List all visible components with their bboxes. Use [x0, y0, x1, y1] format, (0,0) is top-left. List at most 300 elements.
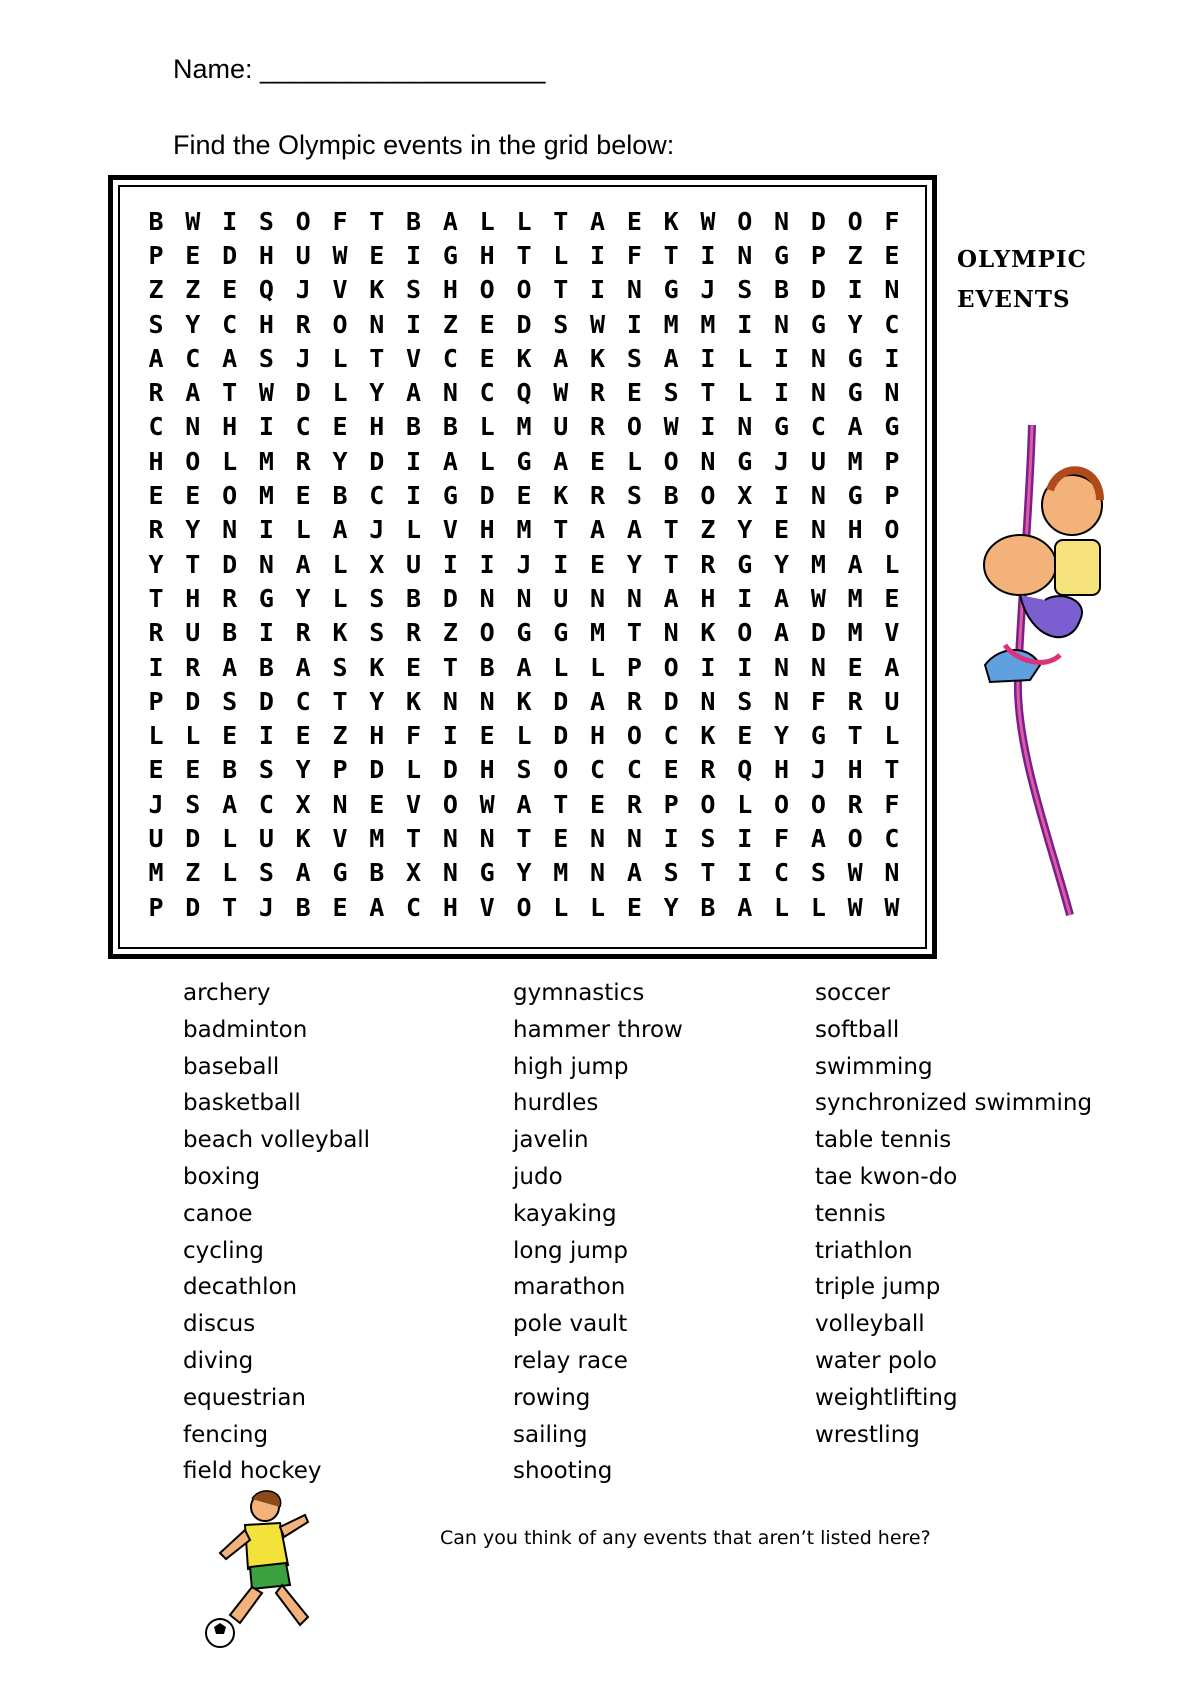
grid-letter[interactable]: C	[590, 755, 606, 785]
grid-letter[interactable]: D	[663, 686, 679, 716]
grid-letter[interactable]: H	[442, 892, 458, 922]
grid-letter[interactable]: D	[258, 686, 274, 716]
grid-letter[interactable]: F	[810, 686, 826, 716]
grid-letter[interactable]: H	[479, 755, 495, 785]
grid-letter[interactable]: A	[442, 206, 458, 236]
grid-letter[interactable]: H	[442, 275, 458, 305]
grid-letter[interactable]: B	[700, 892, 716, 922]
grid-letter[interactable]: L	[553, 652, 569, 682]
grid-letter[interactable]: N	[626, 583, 642, 613]
grid-letter[interactable]: Q	[516, 378, 532, 408]
grid-letter[interactable]: L	[222, 823, 238, 853]
grid-letter[interactable]: Q	[258, 275, 274, 305]
grid-letter[interactable]: O	[185, 446, 201, 476]
grid-letter[interactable]: A	[516, 789, 532, 819]
grid-letter[interactable]: G	[553, 618, 569, 648]
grid-letter[interactable]: I	[406, 481, 422, 511]
grid-letter[interactable]: N	[737, 412, 753, 442]
grid-letter[interactable]: B	[222, 618, 238, 648]
grid-letter[interactable]: A	[847, 412, 863, 442]
grid-letter[interactable]: S	[222, 686, 238, 716]
grid-letter[interactable]: A	[590, 686, 606, 716]
grid-letter[interactable]: M	[148, 858, 164, 888]
grid-letter[interactable]: N	[479, 686, 495, 716]
grid-letter[interactable]: L	[295, 515, 311, 545]
grid-letter[interactable]: I	[737, 858, 753, 888]
grid-letter[interactable]: I	[590, 275, 606, 305]
grid-letter[interactable]: E	[590, 789, 606, 819]
grid-letter[interactable]: Y	[774, 549, 790, 579]
grid-letter[interactable]: Q	[737, 755, 753, 785]
grid-letter[interactable]: Y	[295, 755, 311, 785]
grid-letter[interactable]: C	[295, 412, 311, 442]
grid-letter[interactable]: A	[884, 652, 900, 682]
grid-letter[interactable]: Y	[626, 549, 642, 579]
grid-letter[interactable]: I	[626, 309, 642, 339]
grid-letter[interactable]: G	[516, 446, 532, 476]
grid-letter[interactable]: G	[516, 618, 532, 648]
grid-letter[interactable]: A	[774, 618, 790, 648]
grid-letter[interactable]: W	[185, 206, 201, 236]
grid-letter[interactable]: D	[553, 721, 569, 751]
grid-letter[interactable]: F	[406, 721, 422, 751]
grid-letter[interactable]: T	[884, 755, 900, 785]
grid-letter[interactable]: N	[884, 858, 900, 888]
grid-letter[interactable]: S	[332, 652, 348, 682]
grid-letter[interactable]: B	[406, 412, 422, 442]
grid-letter[interactable]: L	[406, 755, 422, 785]
grid-letter[interactable]: X	[369, 549, 385, 579]
grid-letter[interactable]: A	[295, 858, 311, 888]
grid-letter[interactable]: C	[295, 686, 311, 716]
grid-letter[interactable]: F	[884, 206, 900, 236]
grid-letter[interactable]: N	[810, 343, 826, 373]
grid-letter[interactable]: S	[258, 206, 274, 236]
grid-letter[interactable]: K	[332, 618, 348, 648]
grid-letter[interactable]: N	[810, 378, 826, 408]
grid-letter[interactable]: T	[148, 583, 164, 613]
grid-letter[interactable]: S	[258, 755, 274, 785]
grid-letter[interactable]: Y	[332, 446, 348, 476]
grid-letter[interactable]: E	[369, 240, 385, 270]
grid-letter[interactable]: E	[369, 789, 385, 819]
grid-letter[interactable]: D	[553, 686, 569, 716]
grid-letter[interactable]: E	[479, 309, 495, 339]
grid-letter[interactable]: L	[332, 343, 348, 373]
grid-letter[interactable]: W	[663, 412, 679, 442]
grid-letter[interactable]: M	[590, 618, 606, 648]
grid-letter[interactable]: S	[258, 343, 274, 373]
grid-letter[interactable]: L	[148, 721, 164, 751]
grid-letter[interactable]: N	[774, 206, 790, 236]
grid-letter[interactable]: S	[663, 858, 679, 888]
grid-letter[interactable]: L	[626, 446, 642, 476]
grid-letter[interactable]: K	[516, 686, 532, 716]
grid-letter[interactable]: K	[406, 686, 422, 716]
grid-letter[interactable]: H	[369, 412, 385, 442]
grid-letter[interactable]: Z	[700, 515, 716, 545]
grid-letter[interactable]: N	[442, 378, 458, 408]
grid-letter[interactable]: O	[663, 446, 679, 476]
grid-letter[interactable]: T	[626, 618, 642, 648]
grid-letter[interactable]: J	[516, 549, 532, 579]
grid-letter[interactable]: B	[222, 755, 238, 785]
grid-letter[interactable]: R	[185, 652, 201, 682]
grid-letter[interactable]: I	[258, 721, 274, 751]
grid-letter[interactable]: Y	[295, 583, 311, 613]
grid-letter[interactable]: I	[737, 652, 753, 682]
grid-letter[interactable]: K	[295, 823, 311, 853]
grid-letter[interactable]: N	[442, 858, 458, 888]
grid-letter[interactable]: S	[663, 378, 679, 408]
grid-letter[interactable]: M	[369, 823, 385, 853]
grid-letter[interactable]: W	[847, 892, 863, 922]
grid-letter[interactable]: C	[626, 755, 642, 785]
grid-letter[interactable]: E	[847, 652, 863, 682]
grid-letter[interactable]: L	[737, 789, 753, 819]
grid-letter[interactable]: P	[663, 789, 679, 819]
grid-letter[interactable]: M	[847, 446, 863, 476]
grid-letter[interactable]: U	[185, 618, 201, 648]
grid-letter[interactable]: Y	[148, 549, 164, 579]
grid-letter[interactable]: T	[663, 515, 679, 545]
grid-letter[interactable]: D	[185, 892, 201, 922]
grid-letter[interactable]: J	[295, 275, 311, 305]
grid-letter[interactable]: B	[442, 412, 458, 442]
grid-letter[interactable]: T	[369, 206, 385, 236]
grid-letter[interactable]: E	[185, 240, 201, 270]
grid-letter[interactable]: C	[774, 858, 790, 888]
grid-letter[interactable]: M	[258, 481, 274, 511]
grid-letter[interactable]: T	[516, 240, 532, 270]
grid-letter[interactable]: C	[442, 343, 458, 373]
grid-letter[interactable]: G	[479, 858, 495, 888]
grid-letter[interactable]: I	[258, 412, 274, 442]
grid-letter[interactable]: I	[442, 721, 458, 751]
grid-letter[interactable]: T	[185, 549, 201, 579]
grid-letter[interactable]: E	[479, 721, 495, 751]
grid-letter[interactable]: A	[222, 343, 238, 373]
grid-letter[interactable]: N	[442, 823, 458, 853]
grid-letter[interactable]: W	[700, 206, 716, 236]
grid-letter[interactable]: P	[884, 481, 900, 511]
grid-letter[interactable]: Y	[185, 309, 201, 339]
grid-letter[interactable]: E	[295, 481, 311, 511]
grid-letter[interactable]: X	[295, 789, 311, 819]
grid-letter[interactable]: A	[148, 343, 164, 373]
grid-letter[interactable]: V	[884, 618, 900, 648]
grid-letter[interactable]: N	[626, 275, 642, 305]
grid-letter[interactable]: T	[663, 240, 679, 270]
grid-letter[interactable]: O	[847, 206, 863, 236]
grid-letter[interactable]: T	[553, 789, 569, 819]
grid-letter[interactable]: C	[369, 481, 385, 511]
grid-letter[interactable]: D	[185, 823, 201, 853]
grid-letter[interactable]: M	[516, 515, 532, 545]
grid-letter[interactable]: D	[442, 755, 458, 785]
grid-letter[interactable]: E	[185, 755, 201, 785]
grid-letter[interactable]: U	[553, 412, 569, 442]
grid-letter[interactable]: T	[222, 892, 238, 922]
grid-letter[interactable]: H	[774, 755, 790, 785]
grid-letter[interactable]: I	[148, 652, 164, 682]
grid-letter[interactable]: H	[222, 412, 238, 442]
grid-letter[interactable]: U	[553, 583, 569, 613]
grid-letter[interactable]: R	[295, 618, 311, 648]
grid-letter[interactable]: R	[148, 618, 164, 648]
grid-letter[interactable]: I	[700, 343, 716, 373]
grid-letter[interactable]: C	[884, 823, 900, 853]
grid-letter[interactable]: C	[479, 378, 495, 408]
grid-letter[interactable]: O	[295, 206, 311, 236]
grid-letter[interactable]: U	[884, 686, 900, 716]
grid-letter[interactable]: E	[406, 652, 422, 682]
grid-letter[interactable]: I	[222, 206, 238, 236]
grid-letter[interactable]: G	[847, 378, 863, 408]
grid-letter[interactable]: E	[516, 481, 532, 511]
grid-letter[interactable]: A	[590, 206, 606, 236]
grid-letter[interactable]: A	[222, 789, 238, 819]
grid-letter[interactable]: D	[810, 206, 826, 236]
grid-letter[interactable]: G	[442, 240, 458, 270]
grid-letter[interactable]: A	[810, 823, 826, 853]
grid-letter[interactable]: R	[626, 686, 642, 716]
grid-letter[interactable]: R	[700, 755, 716, 785]
grid-letter[interactable]: O	[847, 823, 863, 853]
grid-letter[interactable]: E	[222, 721, 238, 751]
grid-letter[interactable]: F	[332, 206, 348, 236]
grid-letter[interactable]: Y	[516, 858, 532, 888]
grid-letter[interactable]: C	[884, 309, 900, 339]
grid-letter[interactable]: Z	[442, 309, 458, 339]
grid-letter[interactable]: B	[148, 206, 164, 236]
grid-letter[interactable]: N	[479, 583, 495, 613]
grid-letter[interactable]: E	[553, 823, 569, 853]
grid-letter[interactable]: U	[148, 823, 164, 853]
grid-letter[interactable]: T	[553, 515, 569, 545]
grid-letter[interactable]: O	[442, 789, 458, 819]
grid-letter[interactable]: V	[406, 789, 422, 819]
grid-letter[interactable]: O	[774, 789, 790, 819]
grid-letter[interactable]: T	[222, 378, 238, 408]
grid-letter[interactable]: I	[774, 481, 790, 511]
grid-letter[interactable]: A	[590, 515, 606, 545]
grid-letter[interactable]: N	[516, 583, 532, 613]
grid-letter[interactable]: L	[590, 892, 606, 922]
grid-letter[interactable]: R	[222, 583, 238, 613]
grid-letter[interactable]: G	[774, 240, 790, 270]
grid-letter[interactable]: O	[553, 755, 569, 785]
grid-letter[interactable]: W	[847, 858, 863, 888]
grid-letter[interactable]: A	[185, 378, 201, 408]
grid-letter[interactable]: I	[590, 240, 606, 270]
grid-letter[interactable]: L	[479, 446, 495, 476]
grid-letter[interactable]: J	[774, 446, 790, 476]
grid-letter[interactable]: P	[148, 686, 164, 716]
grid-letter[interactable]: K	[590, 343, 606, 373]
grid-letter[interactable]: M	[847, 618, 863, 648]
grid-letter[interactable]: I	[700, 240, 716, 270]
grid-letter[interactable]: A	[516, 652, 532, 682]
grid-letter[interactable]: M	[258, 446, 274, 476]
grid-letter[interactable]: T	[663, 549, 679, 579]
grid-letter[interactable]: E	[626, 206, 642, 236]
grid-letter[interactable]: S	[516, 755, 532, 785]
grid-letter[interactable]: C	[663, 721, 679, 751]
grid-letter[interactable]: P	[148, 240, 164, 270]
grid-letter[interactable]: T	[406, 823, 422, 853]
grid-letter[interactable]: M	[663, 309, 679, 339]
grid-letter[interactable]: R	[847, 789, 863, 819]
grid-letter[interactable]: H	[847, 755, 863, 785]
grid-letter[interactable]: N	[774, 652, 790, 682]
grid-letter[interactable]: T	[553, 206, 569, 236]
grid-letter[interactable]: O	[663, 652, 679, 682]
grid-letter[interactable]: C	[222, 309, 238, 339]
grid-letter[interactable]: I	[847, 275, 863, 305]
grid-letter[interactable]: H	[479, 515, 495, 545]
grid-letter[interactable]: I	[258, 515, 274, 545]
grid-letter[interactable]: N	[590, 583, 606, 613]
grid-letter[interactable]: B	[332, 481, 348, 511]
grid-letter[interactable]: C	[810, 412, 826, 442]
grid-letter[interactable]: I	[700, 412, 716, 442]
grid-letter[interactable]: E	[148, 481, 164, 511]
grid-letter[interactable]: R	[590, 481, 606, 511]
grid-letter[interactable]: E	[222, 275, 238, 305]
grid-letter[interactable]: A	[774, 583, 790, 613]
grid-letter[interactable]: D	[442, 583, 458, 613]
grid-letter[interactable]: S	[406, 275, 422, 305]
grid-letter[interactable]: L	[406, 515, 422, 545]
grid-letter[interactable]: N	[774, 309, 790, 339]
grid-letter[interactable]: J	[369, 515, 385, 545]
grid-letter[interactable]: W	[479, 789, 495, 819]
grid-letter[interactable]: N	[810, 515, 826, 545]
grid-letter[interactable]: I	[737, 823, 753, 853]
grid-letter[interactable]: G	[737, 446, 753, 476]
grid-letter[interactable]: A	[553, 446, 569, 476]
grid-letter[interactable]: B	[406, 583, 422, 613]
grid-letter[interactable]: Z	[442, 618, 458, 648]
grid-letter[interactable]: Z	[185, 858, 201, 888]
grid-letter[interactable]: E	[663, 755, 679, 785]
grid-letter[interactable]: A	[626, 515, 642, 545]
grid-letter[interactable]: O	[516, 275, 532, 305]
grid-letter[interactable]: N	[442, 686, 458, 716]
grid-letter[interactable]: L	[185, 721, 201, 751]
grid-letter[interactable]: L	[590, 652, 606, 682]
grid-letter[interactable]: G	[332, 858, 348, 888]
grid-letter[interactable]: S	[369, 618, 385, 648]
grid-letter[interactable]: N	[884, 275, 900, 305]
grid-letter[interactable]: E	[774, 515, 790, 545]
grid-letter[interactable]: O	[626, 721, 642, 751]
grid-letter[interactable]: C	[185, 343, 201, 373]
grid-letter[interactable]: D	[369, 446, 385, 476]
grid-letter[interactable]: K	[663, 206, 679, 236]
grid-letter[interactable]: K	[553, 481, 569, 511]
grid-letter[interactable]: V	[406, 343, 422, 373]
grid-letter[interactable]: G	[442, 481, 458, 511]
grid-letter[interactable]: I	[406, 309, 422, 339]
grid-letter[interactable]: D	[295, 378, 311, 408]
grid-letter[interactable]: A	[369, 892, 385, 922]
grid-letter[interactable]: W	[553, 378, 569, 408]
grid-letter[interactable]: H	[700, 583, 716, 613]
grid-letter[interactable]: G	[847, 343, 863, 373]
grid-letter[interactable]: L	[810, 892, 826, 922]
grid-letter[interactable]: U	[295, 240, 311, 270]
grid-letter[interactable]: O	[626, 412, 642, 442]
grid-letter[interactable]: N	[479, 823, 495, 853]
grid-letter[interactable]: E	[332, 412, 348, 442]
grid-letter[interactable]: I	[553, 549, 569, 579]
grid-letter[interactable]: Z	[332, 721, 348, 751]
grid-letter[interactable]: D	[516, 309, 532, 339]
grid-letter[interactable]: L	[332, 378, 348, 408]
grid-letter[interactable]: W	[258, 378, 274, 408]
grid-letter[interactable]: L	[737, 343, 753, 373]
grid-letter[interactable]: V	[479, 892, 495, 922]
grid-letter[interactable]: Z	[847, 240, 863, 270]
grid-letter[interactable]: L	[737, 378, 753, 408]
grid-letter[interactable]: G	[258, 583, 274, 613]
grid-letter[interactable]: A	[332, 515, 348, 545]
grid-letter[interactable]: R	[700, 549, 716, 579]
grid-letter[interactable]: O	[700, 789, 716, 819]
grid-letter[interactable]: I	[884, 343, 900, 373]
grid-letter[interactable]: Y	[737, 515, 753, 545]
grid-letter[interactable]: N	[590, 858, 606, 888]
grid-letter[interactable]: J	[700, 275, 716, 305]
grid-letter[interactable]: A	[663, 583, 679, 613]
grid-letter[interactable]: W	[332, 240, 348, 270]
grid-letter[interactable]: W	[884, 892, 900, 922]
grid-letter[interactable]: A	[295, 549, 311, 579]
grid-letter[interactable]: T	[700, 858, 716, 888]
grid-letter[interactable]: S	[553, 309, 569, 339]
grid-letter[interactable]: B	[258, 652, 274, 682]
grid-letter[interactable]: U	[810, 446, 826, 476]
grid-letter[interactable]: N	[663, 618, 679, 648]
grid-letter[interactable]: E	[884, 583, 900, 613]
grid-letter[interactable]: X	[406, 858, 422, 888]
grid-letter[interactable]: A	[442, 446, 458, 476]
grid-letter[interactable]: D	[810, 275, 826, 305]
grid-letter[interactable]: N	[626, 823, 642, 853]
grid-letter[interactable]: G	[737, 549, 753, 579]
grid-letter[interactable]: H	[590, 721, 606, 751]
grid-letter[interactable]: V	[442, 515, 458, 545]
grid-letter[interactable]: L	[222, 858, 238, 888]
grid-letter[interactable]: Y	[663, 892, 679, 922]
grid-letter[interactable]: O	[479, 618, 495, 648]
grid-letter[interactable]: L	[222, 446, 238, 476]
grid-letter[interactable]: A	[626, 858, 642, 888]
grid-letter[interactable]: N	[222, 515, 238, 545]
grid-letter[interactable]: H	[847, 515, 863, 545]
grid-letter[interactable]: K	[700, 618, 716, 648]
grid-letter[interactable]: T	[553, 275, 569, 305]
grid-letter[interactable]: N	[590, 823, 606, 853]
grid-letter[interactable]: I	[442, 549, 458, 579]
grid-letter[interactable]: D	[222, 240, 238, 270]
grid-letter[interactable]: O	[479, 275, 495, 305]
grid-letter[interactable]: W	[590, 309, 606, 339]
grid-letter[interactable]: S	[369, 583, 385, 613]
grid-letter[interactable]: I	[479, 549, 495, 579]
